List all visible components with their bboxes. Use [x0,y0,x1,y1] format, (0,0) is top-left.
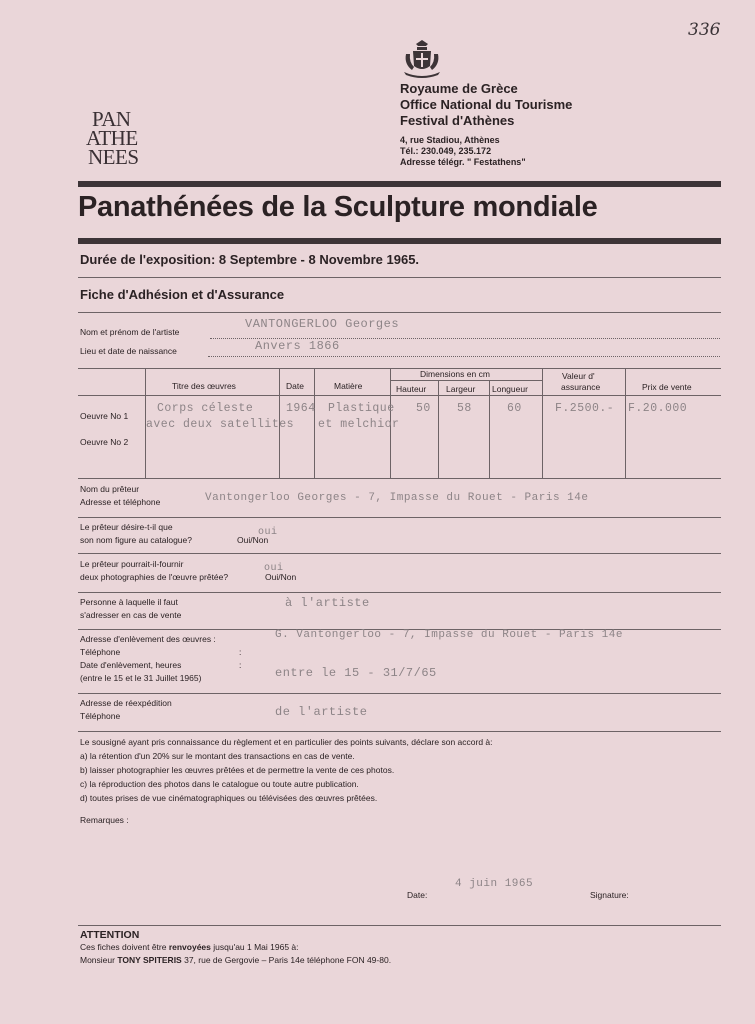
header-line-3: Festival d'Athènes [400,113,515,128]
divider [78,312,721,313]
column-header-prix: Prix de vente [642,382,692,392]
column-header-matiere: Matière [334,381,363,391]
attention-line-2 [80,954,720,966]
oeuvre-largeur-value[interactable]: 58 [457,402,472,415]
divider [78,925,721,926]
catalogue-answer-option[interactable]: Oui/Non [237,535,269,545]
table-column-line [314,368,315,478]
table-subheader-line [390,380,542,381]
title-bar-bottom [78,238,721,244]
greek-royal-crest-icon [402,40,442,83]
pickup-date-value[interactable]: entre le 15 - 31/7/65 [275,666,437,680]
catalogue-question-line-1: Le prêteur désire-t-il que [80,522,173,532]
oeuvre-title-line-2[interactable]: avec deux satellites [146,418,295,431]
attention-line-2-pre: Monsieur [80,955,118,965]
divider [78,693,721,694]
header-line-2: Office National du Tourisme [400,97,573,112]
column-header-valeur-line2: assurance [561,382,601,392]
return-address-value[interactable]: de l'artiste [275,705,368,719]
birth-place-date-label: Lieu et date de naissance [80,346,177,356]
pickup-date-colon: : [239,660,242,670]
photos-question-line-2: deux photographies de l'œuvre prêtée? [80,572,229,582]
oeuvre-title-line-1[interactable]: Corps céleste [157,402,254,415]
photos-answer-mark: oui [264,563,284,574]
oeuvre-matiere-line-2[interactable]: et melchior [318,418,400,431]
attention-block [80,929,720,966]
agreement-item-a: a) la rétention d'un 20% sur le montant des transactions en cas de vente. [80,751,355,761]
column-header-date: Date [286,381,304,391]
oeuvre-longueur-value[interactable]: 60 [507,402,522,415]
header-line-1: Royaume de Grèce [400,81,518,96]
divider [78,517,721,518]
row-label-oeuvre-1: Oeuvre No 1 [80,411,129,421]
birth-place-date-value[interactable]: Anvers 1866 [255,339,340,353]
artist-name-value[interactable]: VANTONGERLOO Georges [245,317,400,331]
lender-address-label: Adresse et téléphone [80,497,161,507]
table-column-line [438,380,439,478]
pickup-address-label: Adresse d'enlèvement des œuvres : [80,634,216,644]
attention-line-1-post: jusqu'au 1 Mai 1965 à: [210,942,299,952]
divider [78,731,721,732]
pickup-phone-colon: : [239,647,242,657]
title-bar-top [78,181,721,187]
oeuvre-hauteur-value[interactable]: 50 [416,402,431,415]
lender-name-label: Nom du prêteur [80,484,140,494]
oeuvre-prix-value[interactable]: F.20.000 [628,402,688,415]
date-value[interactable]: 4 juin 1965 [455,878,534,890]
agreement-block [80,736,720,804]
attention-line-2-post: 37, rue de Gergovie – Paris 14e téléphone FON 49-80. [181,955,392,965]
pickup-date-label: Date d'enlèvement, heures [80,660,182,670]
panathenees-logo [86,107,146,169]
column-header-longueur: Longueur [492,384,528,394]
column-header-hauteur: Hauteur [396,384,427,394]
remarks-label: Remarques : [80,815,129,825]
form-title: Fiche d'Adhésion et d'Assurance [80,287,285,302]
oeuvre-valeur-value[interactable]: F.2500.- [555,402,615,415]
column-header-titre: Titre des œuvres [172,381,236,391]
header-address-1: 4, rue Stadiou, Athènes [400,135,500,145]
agreement-item-d: d) toutes prises de vue cinématographiques ou télévisées des œuvres prêtées. [80,793,378,803]
photos-question-line-1: Le prêteur pourrait-il-fournir [80,559,184,569]
organization-header [400,81,720,168]
lender-value[interactable]: Vantongerloo Georges - 7, Impasse du Rouet - Paris 14e [205,492,589,504]
pickup-phone-label: Téléphone [80,647,121,657]
column-header-valeur-line1: Valeur d' [562,371,595,381]
attention-line-2-bold: TONY SPITERIS [117,955,182,965]
page-number: 336 [688,20,721,40]
logo-line-2: ATHE [86,126,138,150]
pickup-address-value[interactable]: G. Vantongerloo - 7, Impasse du Rouet - Paris 14e [275,629,623,641]
table-column-line [489,380,490,478]
column-header-dimensions: Dimensions en cm [420,369,490,379]
oeuvre-matiere-line-1[interactable]: Plastique [328,402,395,415]
agreement-intro: Le sousigné ayant pris connaissance du règlement et en particulier des points suivants, déclare son accord à: [80,737,493,747]
return-address-label: Adresse de réexpédition [80,698,172,708]
header-address-2: Tél.: 230.049, 235.172 [400,146,492,156]
exhibition-duration: Durée de l'exposition: 8 Septembre - 8 Novembre 1965. [80,252,420,267]
table-bottom-line [78,478,721,479]
attention-line-1-pre: Ces fiches doivent être [80,942,169,952]
sale-contact-label-2: s'adresser en cas de vente [80,610,182,620]
dotted-line [208,356,720,357]
divider [78,592,721,593]
return-phone-label: Téléphone [80,711,121,721]
divider [78,277,721,278]
divider [78,553,721,554]
photos-answer-option[interactable]: Oui/Non [265,572,297,582]
table-column-line [625,368,626,478]
row-label-oeuvre-2: Oeuvre No 2 [80,437,129,447]
catalogue-answer-mark: oui [258,527,278,538]
agreement-item-b: b) laisser photographier les œuvres prêtées et de permettre la vente de ces photos. [80,765,395,775]
attention-title: ATTENTION [80,929,140,941]
sale-contact-value[interactable]: à l'artiste [285,596,370,610]
logo-line-3: NEES [88,145,139,169]
attention-line-1 [80,941,720,953]
logo-line-1: PAN [92,107,131,131]
column-header-largeur: Largeur [446,384,476,394]
artist-name-label: Nom et prénom de l'artiste [80,327,180,337]
agreement-item-c: c) la réproduction des photos dans le catalogue ou toute autre publication. [80,779,359,789]
signature-label: Signature: [590,890,629,900]
oeuvre-date-value[interactable]: 1964 [286,402,316,415]
pickup-date-range-label: (entre le 15 et le 31 Juillet 1965) [80,673,202,683]
attention-line-1-bold: renvoyées [168,942,211,952]
date-label: Date: [407,890,428,900]
page-title: Panathénées de la Sculpture mondiale [78,191,598,223]
sale-contact-label-1: Personne à laquelle il faut [80,597,178,607]
table-column-line [542,368,543,478]
header-address-3: Adresse télégr. " Festathens" [400,157,526,167]
catalogue-question-line-2: son nom figure au catalogue? [80,535,192,545]
